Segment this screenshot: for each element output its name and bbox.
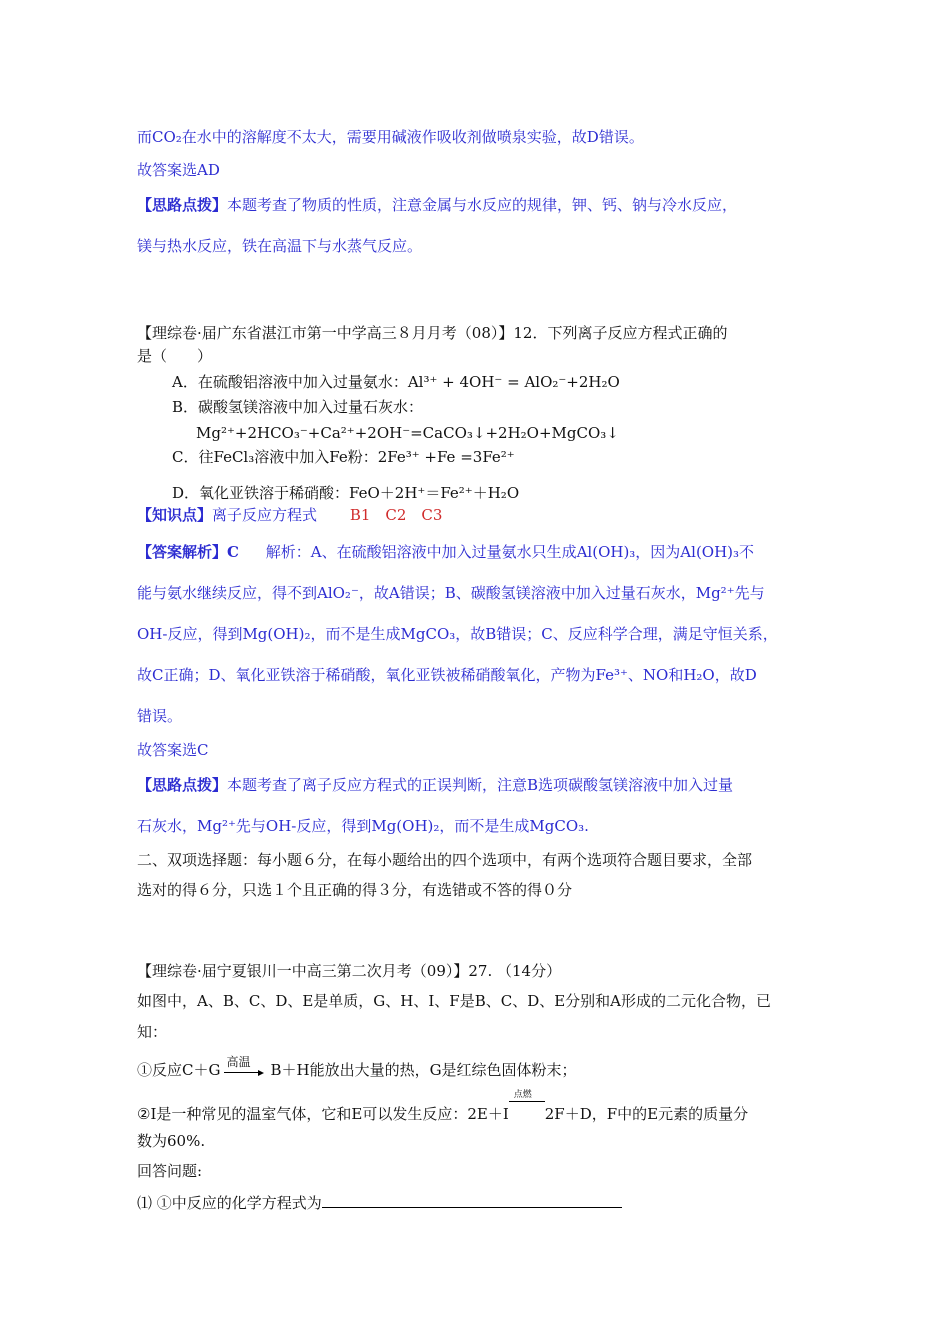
answer-blank[interactable]	[322, 1193, 622, 1208]
option-b: B．碳酸氢镁溶液中加入过量石灰水：	[172, 398, 424, 416]
question-header: 【理综卷·届宁夏银川一中高三第二次月考（09）】27. （14分）	[137, 962, 562, 980]
tip-line-2: 石灰水，Mg²⁺先与OH-反应，得到Mg(OH)₂，而不是生成MgCO₃.	[137, 817, 589, 835]
analysis-line-3: OH-反应，得到Mg(OH)₂，而不是生成MgCO₃，故B错误；C、反应科学合理，满足守恒关系，	[137, 625, 778, 643]
question-header: 【理综卷·届广东省湛江市第一中学高三８月月考（08）】12．下列离子反应方程式正确的	[137, 324, 728, 342]
question-header-2: 是（ ）	[137, 347, 213, 365]
option-b-equation: Mg²⁺+2HCO₃⁻+Ca²⁺+2OH⁻=CaCO₃↓+2H₂O+MgCO₃↓	[196, 424, 619, 442]
condition-2-pre: ②I是一种常见的温室气体，它和E可以发生反应：2E＋I	[137, 1105, 509, 1123]
answer-line: 故答案选AD	[137, 161, 220, 179]
tip-text: 本题考查了离子反应方程式的正误判断，注意B选项碳酸氢镁溶液中加入过量	[227, 776, 734, 794]
tip-label: 【思路点拨】	[137, 196, 228, 214]
sub-question-1	[137, 1193, 622, 1213]
sub-question-text: ⑴ ①中反应的化学方程式为	[137, 1194, 322, 1212]
knowledge-point-label: 【知识点】	[137, 506, 213, 524]
condition-2-post: 2F＋D，F中的E元素的质量分	[544, 1105, 749, 1123]
knowledge-point-text: 离子反应方程式	[212, 506, 318, 524]
tip-line	[137, 195, 737, 215]
section-instructions: 二、双项选择题：每小题６分，在每小题给出的四个选项中，有两个选项符合题目要求，全部	[137, 851, 753, 869]
answer-prompt: 回答问题:	[137, 1162, 203, 1180]
knowledge-point-line	[137, 505, 442, 525]
analysis-text: 解析：A、在硫酸铝溶液中加入过量氨水只生成Al(OH)₃，因为Al(OH)₃不	[265, 543, 755, 561]
analysis-line-5: 错误。	[137, 707, 183, 725]
tip-line	[137, 775, 733, 795]
condition-1	[137, 1055, 577, 1080]
question-text: 如图中，A、B、C、D、E是单质，G、H、I、F是B、C、D、E分别和A形成的二元化合物，已	[137, 992, 772, 1010]
condition-2-line-2: 数为60%.	[137, 1132, 206, 1150]
explanation-line: 而CO₂在水中的溶解度不太大，需要用碱液作吸收剂做喷泉实验，故D错误。	[137, 128, 644, 146]
analysis-line-2: 能与氨水继续反应，得不到AlO₂⁻，故A错误；B、碳酸氢镁溶液中加入过量石灰水，Mg²⁺先与	[137, 584, 765, 602]
arrow-label: 高温	[226, 1055, 251, 1069]
section-instructions-2: 选对的得６分，只选１个且正确的得３分，有选错或不答的得０分	[137, 881, 573, 899]
condition-1-pre: ①反应C＋G	[137, 1061, 221, 1079]
knowledge-codes: B1 C2 C3	[349, 506, 443, 524]
reaction-line-icon	[509, 1090, 545, 1119]
final-answer: 故答案选C	[137, 741, 209, 759]
answer-analysis-label: 【答案解析】	[137, 543, 228, 561]
question-text-2: 知：	[137, 1023, 168, 1041]
option-d: D．氧化亚铁溶于稀硝酸：FeO＋2H⁺＝Fe²⁺＋H₂O	[172, 484, 520, 502]
line-label: 点燃	[513, 1090, 532, 1100]
answer-letter: C	[227, 543, 239, 561]
reaction-arrow-icon	[224, 1055, 266, 1075]
tip-label: 【思路点拨】	[137, 776, 228, 794]
analysis-line-4: 故C正确；D、氧化亚铁溶于稀硝酸，氧化亚铁被稀硝酸氧化，产物为Fe³⁺、NO和H₂O，故D	[137, 666, 757, 684]
answer-analysis-line	[137, 542, 754, 562]
option-c: C．往FeCl₃溶液中加入Fe粉：2Fe³⁺ +Fe =3Fe²⁺	[172, 448, 515, 466]
condition-2	[137, 1090, 749, 1124]
tip-text: 本题考查了物质的性质，注意金属与水反应的规律，钾、钙、钠与冷水反应，	[227, 196, 738, 214]
option-a: A．在硫酸铝溶液中加入过量氨水：Al³⁺ + 4OH⁻ = AlO₂⁻+2H₂O	[172, 373, 620, 391]
tip-line-2: 镁与热水反应，铁在高温下与水蒸气反应。	[137, 237, 423, 255]
condition-1-post: B＋H能放出大量的热，G是红综色固体粉末；	[270, 1061, 577, 1079]
